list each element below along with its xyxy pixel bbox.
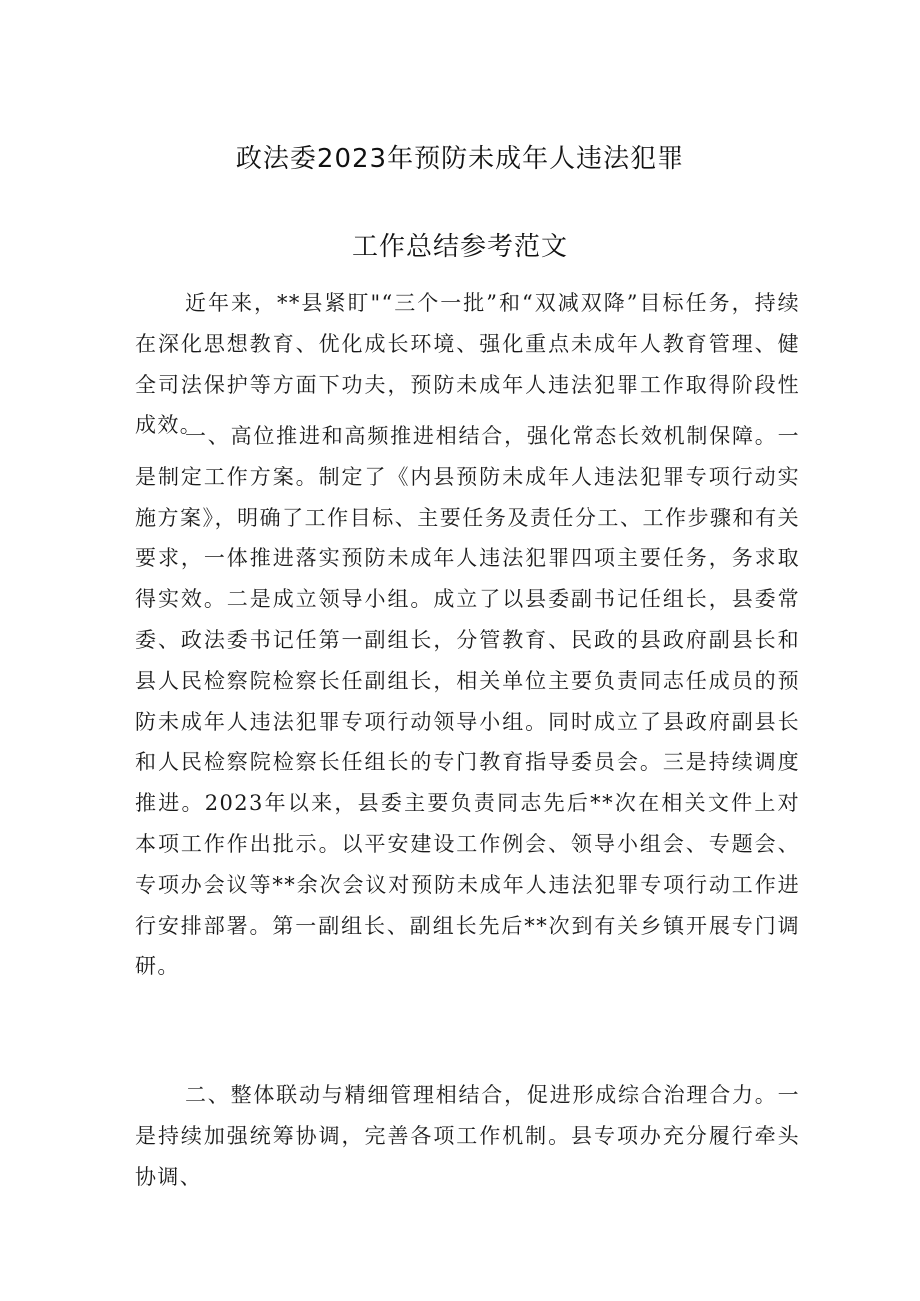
section-one-paragraph: 一、高位推进和高频推进相结合，强化常态长效机制保障。一是制定工作方案。制定了《内县预防未成年人违法犯罪专项行动实施方案》，明确了工作目标、主要任务及责任分工、工作步骤和有关要求，一体推进落实预防未成年人违法犯罪四项主要任务，务求取得实效。二是成立领导小组。成立了以县委副书记任组长，县委常委、政法委书记任第一副组长，分管教育、民政的县政府副县长和县人民检察院检察长任副组长，相关单位主要负责同志任成员的预防未成年人违法犯罪专项行动领导小组。同时成立了县政府副县长和人民检察院检察长任组长的专门教育指导委员会。三是持续调度推进。2023年以来，县委主要负责同志先后**次在相关文件上对本项工作作出批示。以平安建设工作例会、领导小组会、专题会、专项办会议等**余次会议对预防未成年人违法犯罪专项行动工作进行安排部署。第一副组长、副组长先后**次到有关乡镇开展专门调研。 (135, 424, 800, 979)
section-two-paragraph: 二、整体联动与精细管理相结合，促进形成综合治理合力。一是持续加强统筹协调，完善各项工作机制。县专项办充分履行牵头协调、 (135, 1083, 800, 1189)
document-title-line-2: 工作总结参考范文 (351, 232, 568, 262)
intro-paragraph: 近年来，**县紧盯"“三个一批”和“双减双降”目标任务，持续在深化思想教育、优化成长环境、强化重点未成年人教育管理、健全司法保护等方面下功夫，预防未成年人违法犯罪工作取得阶段性成效。 (135, 291, 800, 438)
document-title-line-1: 政法委2023年预防未成年人违法犯罪 (235, 144, 685, 174)
